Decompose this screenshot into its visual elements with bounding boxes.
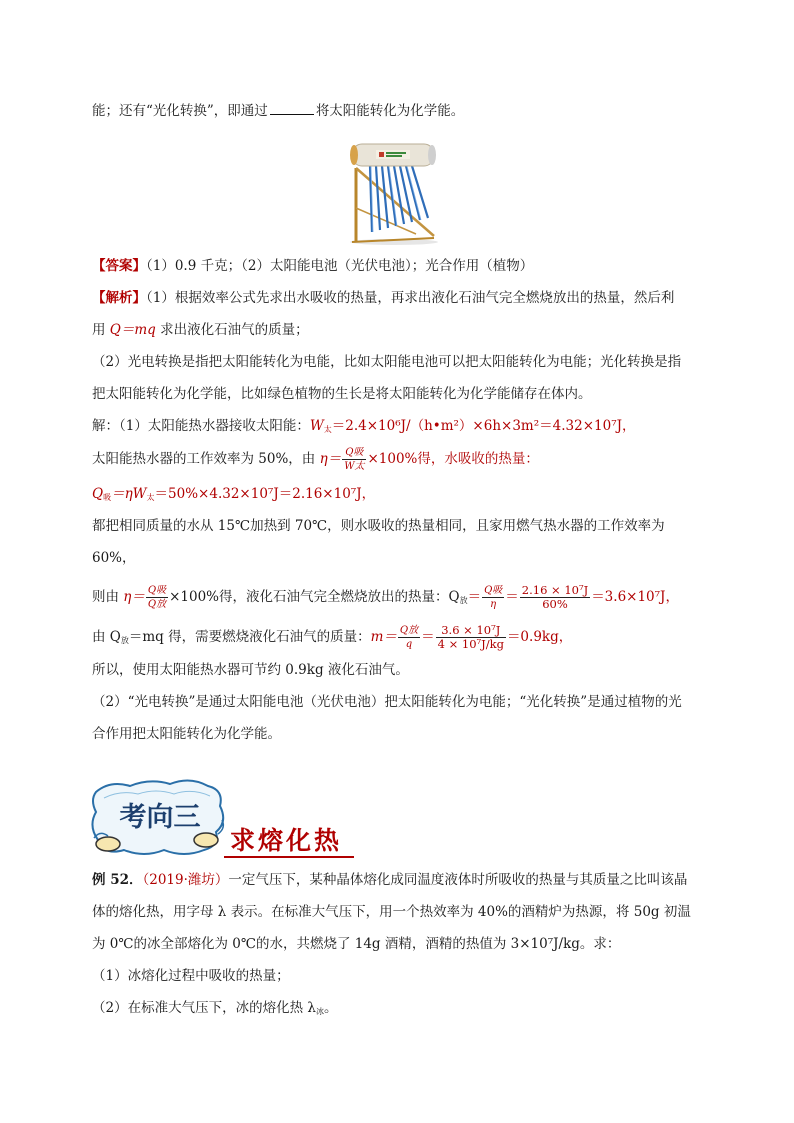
top-text-before: 能；还有“光化转换”，即通过 xyxy=(92,103,268,119)
solution-3-var: Q xyxy=(92,486,104,502)
fill-blank xyxy=(270,102,314,115)
solution-7-den2: 4 × 10⁷J/kg xyxy=(437,637,504,651)
section-badge xyxy=(90,778,230,858)
solution-7-den: q xyxy=(405,639,413,650)
solution-2-fraction xyxy=(342,446,366,473)
solution-2-eta: η＝ xyxy=(319,451,342,467)
solution-2-den: W太 xyxy=(344,461,365,472)
solution-7-post: ＝0.9kg， xyxy=(506,629,573,645)
solution-3-post: ＝50%×4.32×10⁷J＝2.16×10⁷J， xyxy=(154,486,376,502)
solution-6-mid: ×100%得，液化石油气完全燃烧放出的热量：Q xyxy=(169,589,460,605)
solution-7-eq: ＝ xyxy=(421,629,435,645)
solution-6-pre: 则由 xyxy=(92,589,124,605)
solution-6-den2: η xyxy=(490,599,497,610)
solution-line-4: 都把相同质量的水从 15℃加热到 70℃，则水吸收的热量相同，且家用燃气热水器的工作效率为 xyxy=(92,518,665,534)
analysis-text-2-post: 求出液化石油气的质量； xyxy=(155,322,309,338)
solution-2-post: ×100%得，水吸收的热量： xyxy=(367,451,539,467)
solution-2-num: Q吸 xyxy=(342,446,366,460)
solution-6-fraction-1 xyxy=(146,584,168,611)
analysis-label: 【解析】 xyxy=(92,290,146,306)
solution-7-sub: 放 xyxy=(120,636,129,645)
solution-7-m: m＝ xyxy=(370,629,397,645)
solution-6-eq2: ＝ xyxy=(505,589,519,605)
solution-6-fraction-2 xyxy=(482,584,504,611)
answer-line xyxy=(92,256,533,276)
solution-line-1 xyxy=(92,416,636,440)
solution-line-6 xyxy=(92,584,679,611)
example-line-2: 体的熔化热，用字母 λ 表示。在标准大气压下，用一个热效率为 40%的酒精炉为热源，将 50g 初温 xyxy=(92,904,691,920)
solution-7-num: Q放 xyxy=(399,625,419,636)
solution-6-num3: 2.16 × 10⁷J xyxy=(521,583,589,597)
question-2-sub: 冰 xyxy=(315,1007,324,1016)
solution-7-mid: ＝mq 得，需要燃烧液化石油气的质量： xyxy=(128,629,371,645)
solution-line-7 xyxy=(92,624,572,651)
solution-6-den3: 60% xyxy=(542,597,568,611)
example-label: 例 52． xyxy=(92,872,143,888)
solution-6-sub: 放 xyxy=(459,596,468,605)
answer-label: 【答案】 xyxy=(92,258,146,274)
solution-6-num: Q吸 xyxy=(147,585,167,596)
analysis-line-1 xyxy=(92,288,674,308)
analysis-line-4: 把太阳能转化为化学能，比如绿色植物的生长是将太阳能转化为化学能储存在体内。 xyxy=(92,386,592,402)
solution-7-fraction-2 xyxy=(436,624,506,651)
answer-text: （1）0.9 千克；（2）太阳能电池（光伏电池）；光合作用（植物） xyxy=(146,258,534,274)
analysis-line-2 xyxy=(92,320,309,340)
example-line-1 xyxy=(92,870,687,890)
solution-line-9: （2）“光电转换”是通过太阳能电池（光伏电池）把太阳能转化为电能；“光化转换”是通过植物的光 xyxy=(92,694,682,710)
solution-6-num2: Q吸 xyxy=(484,585,503,596)
section-badge-text: 考向三 xyxy=(119,802,201,833)
solution-6-den: Q放 xyxy=(147,599,167,610)
solution-3-sub: 吸 xyxy=(103,493,112,502)
solution-1-sub: 太 xyxy=(323,425,332,434)
solution-3-sub2: 太 xyxy=(146,493,155,502)
solution-7-fraction-1 xyxy=(398,624,420,651)
question-2 xyxy=(92,998,337,1022)
solution-line-8: 所以，使用太阳能热水器可节约 0.9kg 液化石油气。 xyxy=(92,662,409,678)
solution-7-num2: 3.6 × 10⁷J xyxy=(436,624,506,638)
solution-line-2 xyxy=(92,446,539,473)
solution-1-post: ＝2.4×10⁶J/（h•m²）×6h×3m²＝4.32×10⁷J， xyxy=(331,418,636,434)
solution-line-5: 60%， xyxy=(92,550,136,566)
top-text-line xyxy=(92,101,464,121)
example-source: （2019·潍坊） xyxy=(142,872,229,888)
question-1: （1）冰熔化过程中吸收的热量； xyxy=(92,968,290,984)
example-line-3: 为 0℃的冰全部熔化为 0℃的水，共燃烧了 14g 酒精，酒精的热值为 3×10⁷J/kg。求： xyxy=(92,936,621,952)
solution-2-pre: 太阳能热水器的工作效率为 50%，由 xyxy=(92,451,320,467)
solution-3-mid: ＝ηW xyxy=(111,486,147,502)
analysis-line-3: （2）光电转换是指把太阳能转化为电能，比如太阳能电池可以把太阳能转化为电能；光化转换是指 xyxy=(92,354,682,370)
analysis-text-2-pre: 用 xyxy=(92,322,110,338)
question-2-post: 。 xyxy=(323,1000,338,1016)
solution-1-var: W xyxy=(309,418,324,434)
solar-water-heater-image xyxy=(346,138,442,246)
solution-6-fraction-3 xyxy=(520,584,590,611)
solution-line-3 xyxy=(92,484,375,508)
section-title: 求熔化热 xyxy=(224,826,354,858)
analysis-formula: Q＝mq xyxy=(109,322,156,338)
solution-6-eta: η＝ xyxy=(123,589,145,605)
analysis-text-1: （1）根据效率公式先求出水吸收的热量，再求出液化石油气完全燃烧放出的热量，然后利 xyxy=(146,290,675,306)
example-text-1: 一定气压下，某种晶体熔化成同温度液体时所吸收的热量与其质量之比叫该晶 xyxy=(228,872,688,888)
solution-6-post: ＝3.6×10⁷J， xyxy=(591,589,679,605)
solution-6-eq: ＝ xyxy=(467,589,482,605)
solution-7-pre: 由 Q xyxy=(92,629,121,645)
question-2-pre: （2）在标准大气压下，冰的熔化热 λ xyxy=(92,1000,316,1016)
solution-1-pre: 解：（1）太阳能热水器接收太阳能： xyxy=(92,418,310,434)
top-text-after: 将太阳能转化为化学能。 xyxy=(315,103,465,119)
solution-line-10: 合作用把太阳能转化为化学能。 xyxy=(92,726,281,742)
